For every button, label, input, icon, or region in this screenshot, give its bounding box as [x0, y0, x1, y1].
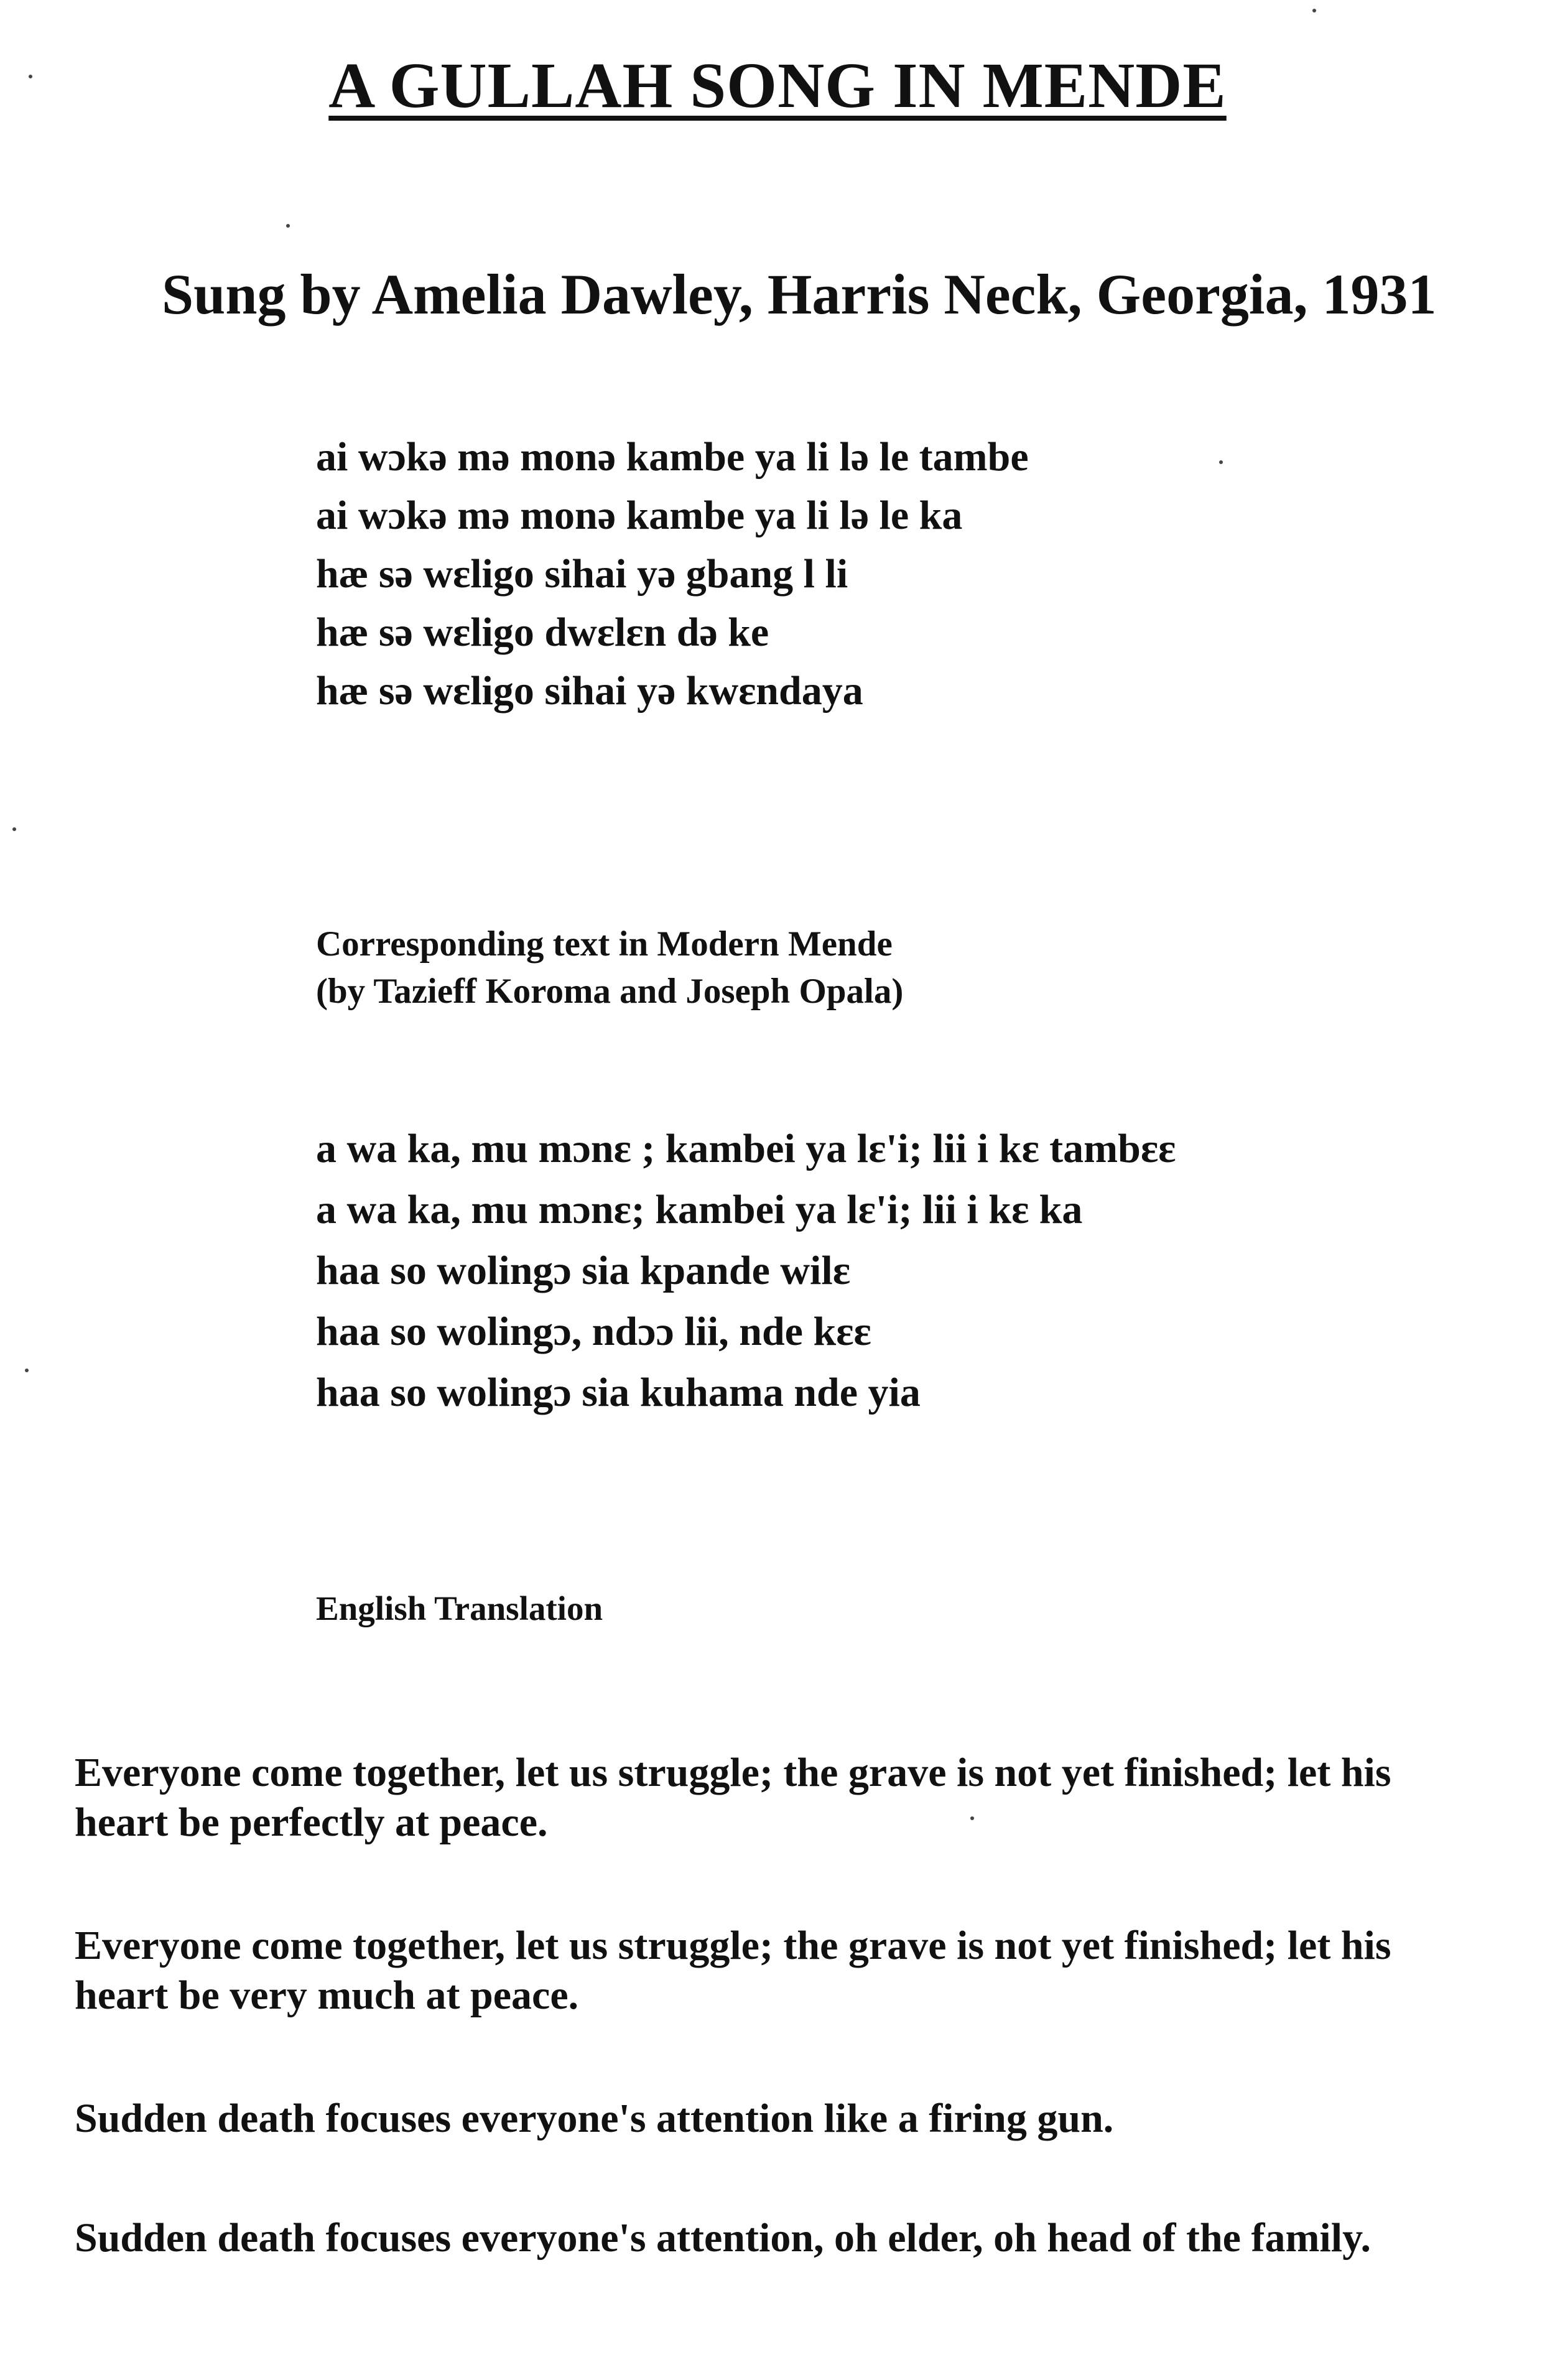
- translation-paragraph: Everyone come together, let us struggle; the grave is not yet finished; let his heart be perfectly at peace.: [75, 1750, 1391, 1845]
- scan-speck: [12, 827, 16, 831]
- mende-line: a wa ka, mu mɔnɛ ; kambei ya lɛ'i; lii i kɛ tambɛɛ: [316, 1126, 1176, 1171]
- translation-paragraph: Everyone come together, let us struggle; the grave is not yet finished; let his heart be very much at peace.: [75, 1923, 1391, 2018]
- mende-line: a wa ka, mu mɔnɛ; kambei ya lɛ'i; lii i kɛ ka: [316, 1187, 1083, 1232]
- page-title: A GULLAH SONG IN MENDE: [328, 50, 1227, 121]
- gullah-lyrics: [316, 428, 1029, 720]
- lyric-line: hæ sə wɛligo sihai yə gbang l li: [316, 551, 848, 597]
- modern-mende-heading: [316, 921, 903, 1015]
- scan-speck: [1312, 9, 1316, 12]
- scan-speck: [286, 224, 290, 228]
- mende-line: haa so wolingɔ sia kuhama nde yia: [316, 1370, 921, 1415]
- lyric-line: ai wɔkə mə monə kambe ya li lə le tambe: [316, 434, 1029, 480]
- lyric-line: hæ sə wɛligo dwɛlɛn də ke: [316, 610, 769, 655]
- translation-paragraph: Sudden death focuses everyone's attention, oh elder, oh head of the family.: [75, 2215, 1371, 2261]
- song-attribution: Sung by Amelia Dawley, Harris Neck, Georgia, 1931: [162, 263, 1437, 326]
- mende-line: haa so wolingɔ sia kpande wilɛ: [316, 1248, 850, 1293]
- scan-speck: [29, 75, 32, 78]
- mende-line: haa so wolingɔ, ndɔɔ lii, nde kɛɛ: [316, 1309, 871, 1354]
- translation-paragraph: Sudden death focuses everyone's attention like a firing gun.: [75, 2096, 1114, 2141]
- scan-speck: [25, 1369, 29, 1372]
- modern-mende-heading-credit: (by Tazieff Koroma and Joseph Opala): [316, 972, 904, 1011]
- modern-mende-lyrics: [316, 1118, 1176, 1423]
- lyric-line: hæ sə wɛligo sihai yə kwɛndaya: [316, 668, 863, 714]
- english-translation-heading: English Translation: [316, 1589, 603, 1627]
- scan-speck: [970, 1816, 974, 1820]
- scan-speck: [1219, 460, 1223, 464]
- lyric-line: ai wɔkə mə monə kambe ya li lə le ka: [316, 493, 963, 538]
- modern-mende-heading-title: Corresponding text in Modern Mende: [316, 924, 893, 964]
